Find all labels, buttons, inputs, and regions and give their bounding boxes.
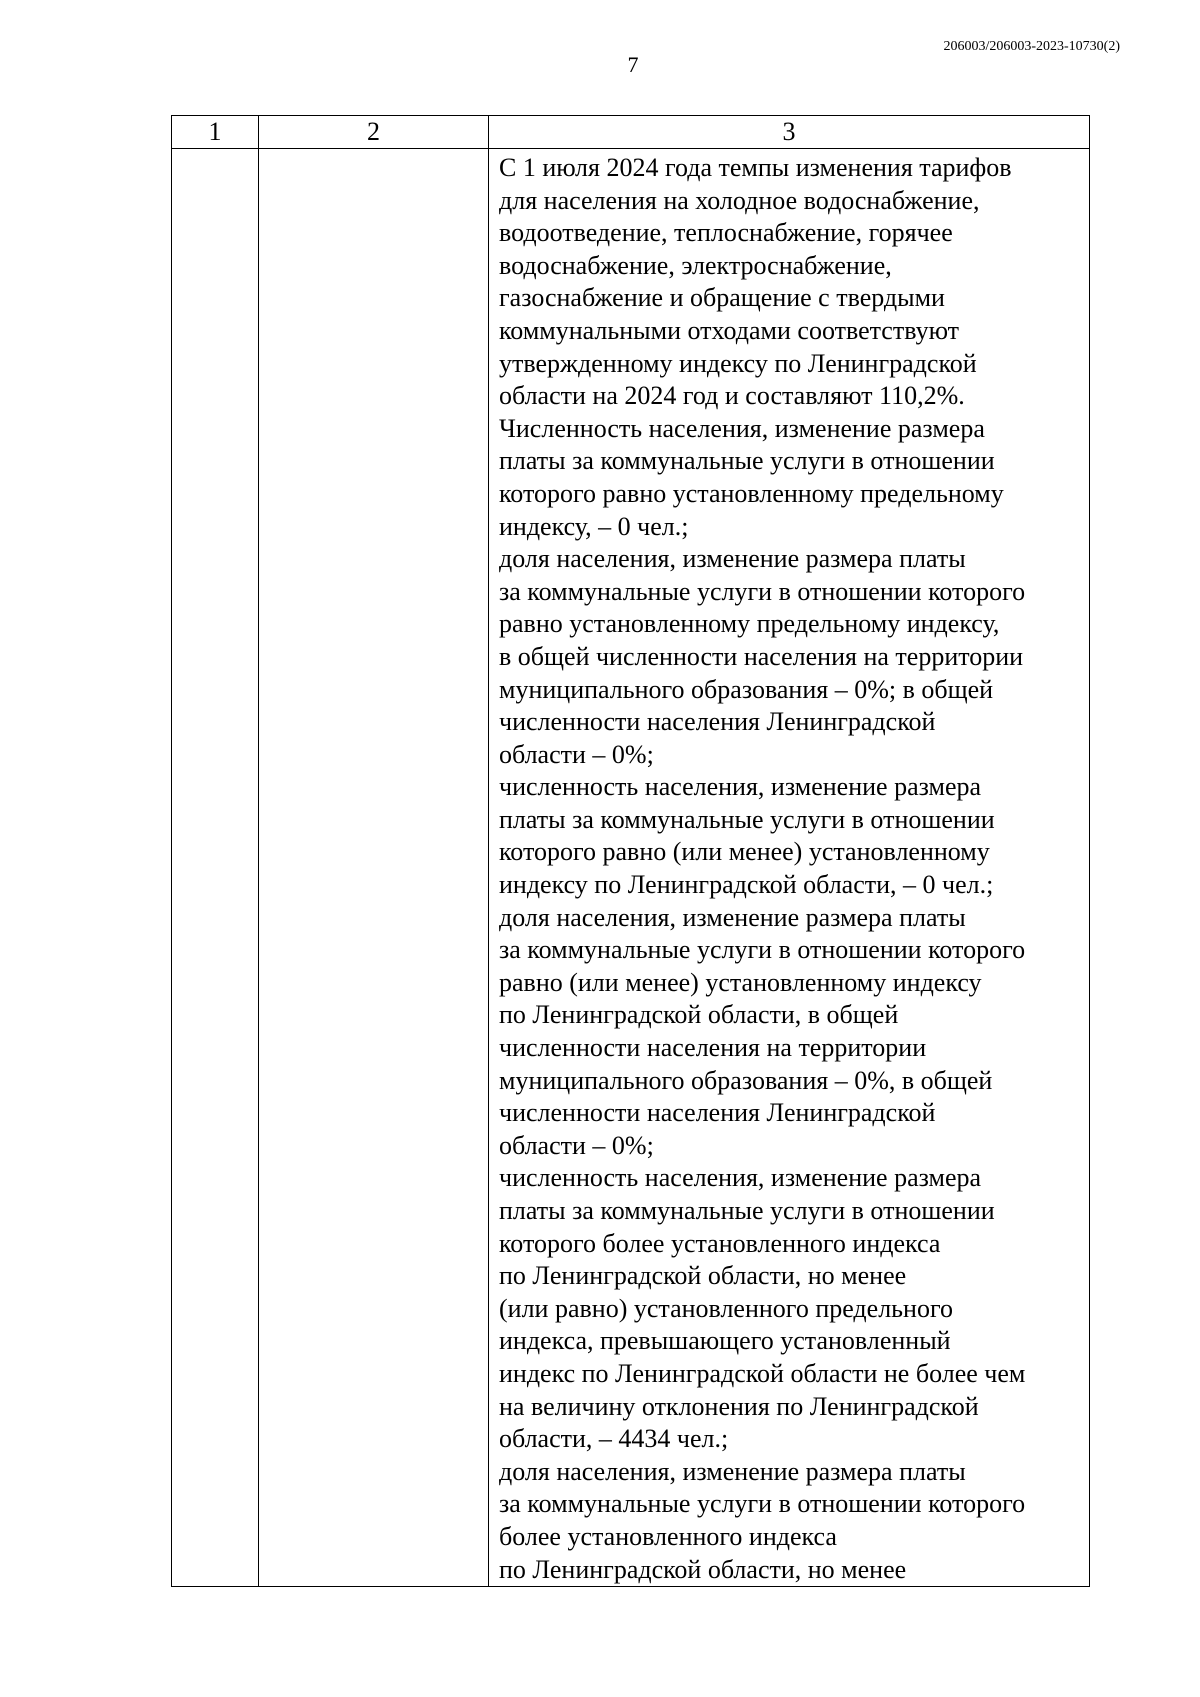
text-line: которого равно установленному предельному — [499, 478, 1004, 508]
text-line: платы за коммунальные услуги в отношении — [499, 446, 995, 476]
text-line: в общей численности населения на территории — [499, 641, 1024, 671]
text-line: водоотведение, теплоснабжение, горячее — [499, 218, 953, 248]
text-line: за коммунальные услуги в отношении которого — [499, 935, 1026, 965]
text-line: платы за коммунальные услуги в отношении — [499, 804, 995, 834]
column-header-3: 3 — [489, 116, 1090, 149]
table-row — [172, 149, 1090, 1587]
text-line: индекса, превышающего установленный — [499, 1326, 951, 1356]
text-line: муниципального образования – 0%, в общей — [499, 1065, 993, 1095]
text-line: области на 2024 год и составляют 110,2%. — [499, 381, 965, 411]
table-cell-col3 — [489, 149, 1090, 1587]
column-header-1: 1 — [172, 116, 259, 149]
text-line: муниципального образования – 0%; в общей — [499, 674, 994, 704]
text-line: за коммунальные услуги в отношении которого — [499, 1489, 1026, 1519]
table-cell-col1 — [172, 149, 259, 1587]
text-line: области – 0%; — [499, 1130, 654, 1160]
text-line: которого равно (или менее) установленному — [499, 837, 990, 867]
text-line: доля населения, изменение размера платы — [499, 1456, 966, 1486]
text-line: по Ленинградской области, но менее — [499, 1261, 907, 1291]
data-table — [171, 115, 1090, 1587]
text-line: численность населения, изменение размера — [499, 772, 982, 802]
text-line: равно (или менее) установленному индексу — [499, 967, 982, 997]
text-line: индекс по Ленинградской области не более чем — [499, 1358, 1026, 1388]
text-line: по Ленинградской области, в общей — [499, 1000, 899, 1030]
column-header-2: 2 — [259, 116, 489, 149]
document-id: 206003/206003-2023-10730(2) — [943, 39, 1120, 54]
table-header-row — [172, 116, 1090, 149]
text-line: водоснабжение, электроснабжение, — [499, 250, 892, 280]
text-line: за коммунальные услуги в отношении которого — [499, 576, 1026, 606]
text-line: С 1 июля 2024 года темпы изменения тарифов — [499, 153, 1012, 182]
text-line: области, – 4434 чел.; — [499, 1424, 729, 1454]
text-line: на величину отклонения по Ленинградской — [499, 1391, 979, 1421]
text-line: (или равно) установленного предельного — [499, 1293, 953, 1323]
text-line: равно установленному предельному индексу, — [499, 609, 1000, 639]
text-line: более установленного индекса — [499, 1521, 837, 1551]
text-line: численности населения Ленинградской — [499, 707, 936, 737]
text-line: платы за коммунальные услуги в отношении — [499, 1196, 995, 1225]
text-line: для населения на холодное водоснабжение, — [499, 185, 980, 215]
text-line: доля населения, изменение размера платы — [499, 902, 966, 932]
text-line: индексу, – 0 чел.; — [499, 511, 689, 541]
text-line: численности населения на территории — [499, 1033, 927, 1063]
text-line: доля населения, изменение размера платы — [499, 544, 966, 574]
text-line: газоснабжение и обращение с твердыми — [499, 283, 945, 313]
text-line: которого более установленного индекса — [499, 1228, 941, 1258]
table-cell-col2 — [259, 149, 489, 1587]
text-line: численности населения Ленинградской — [499, 1098, 936, 1128]
page-number: 7 — [627, 52, 639, 77]
text-line: утвержденному индексу по Ленинградской — [499, 348, 977, 378]
text-line: численность населения, изменение размера — [499, 1163, 982, 1193]
text-line: по Ленинградской области, но менее — [499, 1554, 907, 1584]
text-line: Численность населения, изменение размера — [499, 413, 985, 443]
text-line: коммунальными отходами соответствуют — [499, 315, 960, 345]
text-line: индексу по Ленинградской области, – 0 чел.; — [499, 870, 994, 900]
text-line: области – 0%; — [499, 739, 654, 769]
